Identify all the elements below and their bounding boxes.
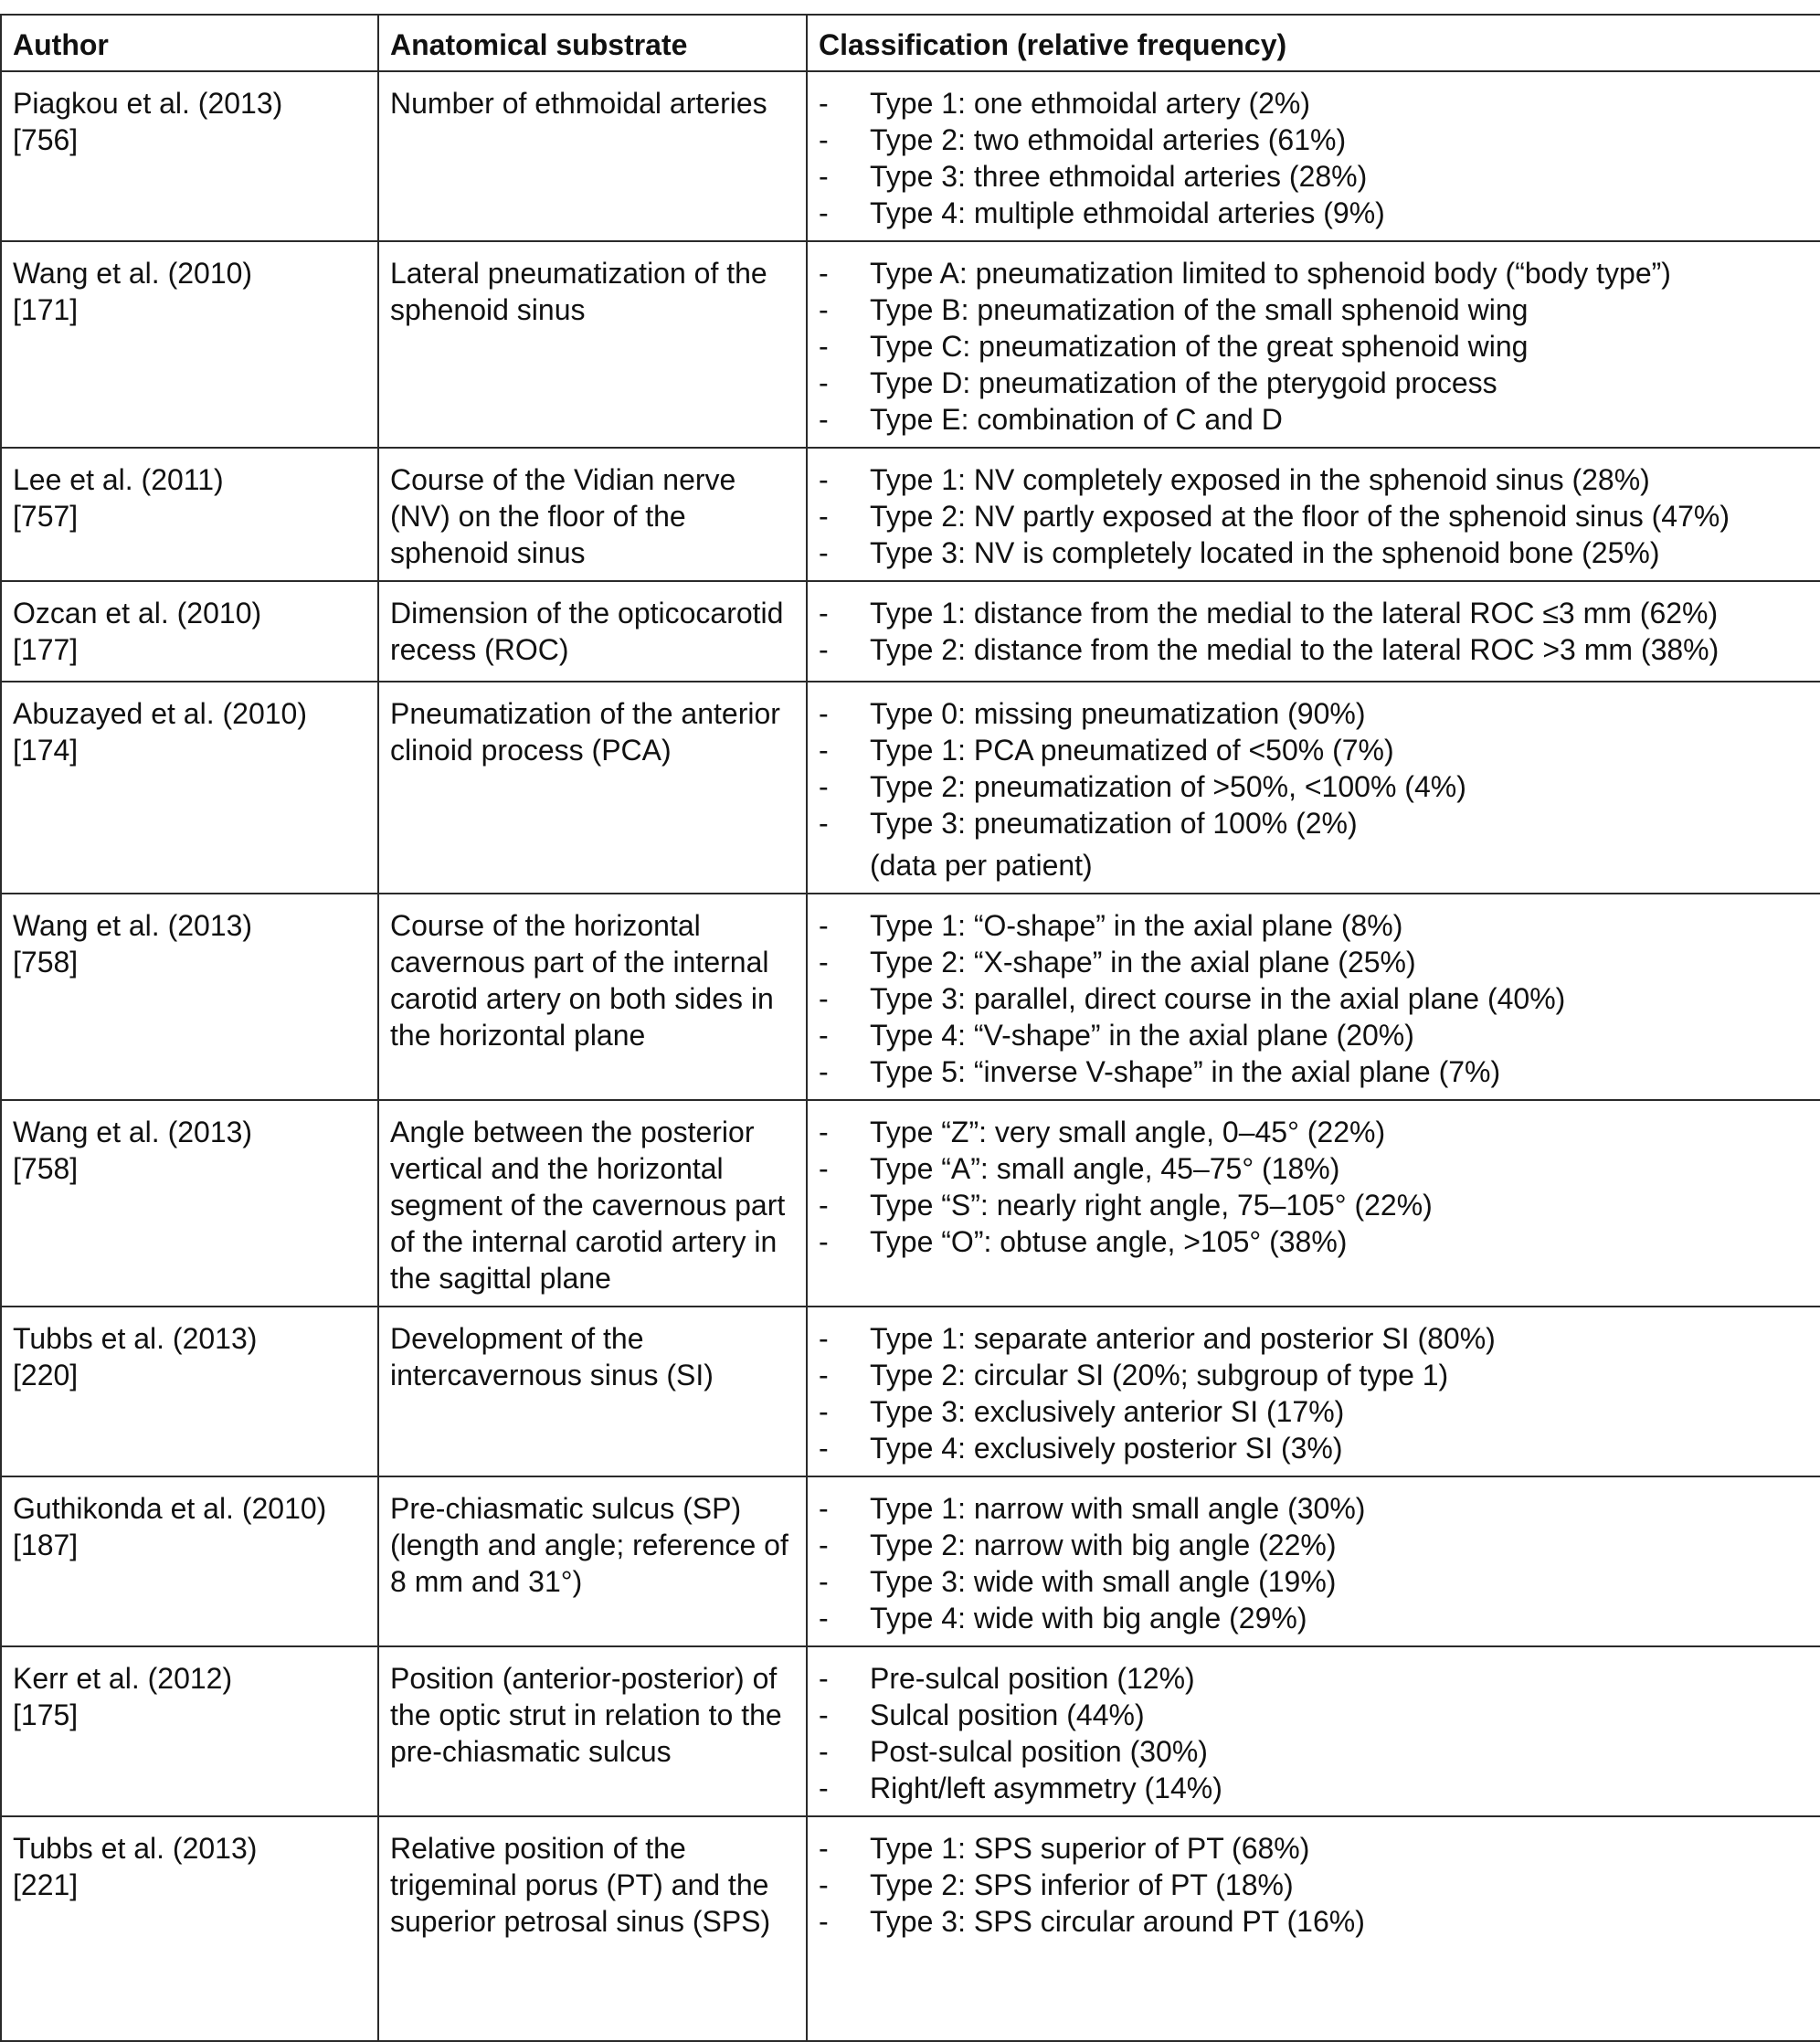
dash-bullet-icon: -	[819, 1905, 829, 1938]
substrate-cell	[378, 241, 807, 448]
classification-cell	[807, 448, 1820, 581]
classification-list	[819, 85, 1820, 231]
dash-bullet-icon: -	[819, 734, 829, 767]
classification-item: - Type “Z”: very small angle, 0–45° (22%)	[819, 1116, 1386, 1148]
classification-item: - Type 2: two ethmoidal arteries (61%)	[819, 123, 1347, 156]
substrate-cell	[378, 682, 807, 894]
dash-bullet-icon: -	[819, 1322, 829, 1355]
classification-item: - Type “O”: obtuse angle, >105° (38%)	[819, 1225, 1348, 1258]
substrate-text: Relative position of the trigeminal porus (PT) and the superior petrosal sinus (SPS)	[390, 1832, 771, 1938]
substrate-cell	[378, 894, 807, 1100]
classification-item: - Type 3: parallel, direct course in the axial plane (40%)	[819, 982, 1566, 1015]
author-name: Wang et al. (2013)	[13, 909, 253, 942]
reference-number: [756]	[13, 123, 79, 156]
dash-bullet-icon: -	[819, 1492, 829, 1525]
classification-item: - Type 4: exclusively posterior SI (3%)	[819, 1432, 1343, 1465]
classification-item: - Type B: pneumatization of the small sphenoid wing	[819, 293, 1529, 326]
table-row	[1, 1646, 1820, 1816]
dash-bullet-icon: -	[819, 1359, 829, 1391]
substrate-cell	[378, 1646, 807, 1816]
classification-table	[0, 14, 1820, 2042]
dash-bullet-icon: -	[819, 1868, 829, 1901]
reference-number: [758]	[13, 946, 79, 979]
table-row	[1, 894, 1820, 1100]
classification-item: - Type 3: NV is completely located in the sphenoid bone (25%)	[819, 536, 1660, 569]
dash-bullet-icon: -	[819, 1602, 829, 1635]
reference-number: [177]	[13, 633, 79, 666]
dash-bullet-icon: -	[819, 909, 829, 942]
table-row	[1, 581, 1820, 682]
dash-bullet-icon: -	[819, 1019, 829, 1052]
substrate-cell	[378, 1816, 807, 2041]
classification-item: - Type “A”: small angle, 45–75° (18%)	[819, 1152, 1340, 1185]
classification-cell	[807, 682, 1820, 894]
reference-number: [758]	[13, 1152, 79, 1185]
dash-bullet-icon: -	[819, 807, 829, 840]
author-name: Lee et al. (2011)	[13, 463, 224, 496]
dash-bullet-icon: -	[819, 293, 829, 326]
classification-list	[819, 907, 1820, 1090]
author-name: Piagkou et al. (2013)	[13, 87, 283, 120]
dash-bullet-icon: -	[819, 1735, 829, 1768]
dash-bullet-icon: -	[819, 403, 829, 436]
classification-item: - Sulcal position (44%)	[819, 1698, 1145, 1731]
dash-bullet-icon: -	[819, 1152, 829, 1185]
table-row	[1, 1100, 1820, 1307]
classification-item: - Right/left asymmetry (14%)	[819, 1772, 1222, 1804]
classification-item: - Type 3: wide with small angle (19%)	[819, 1565, 1337, 1598]
dash-bullet-icon: -	[819, 946, 829, 979]
dash-bullet-icon: -	[819, 257, 829, 290]
dash-bullet-icon: -	[819, 366, 829, 399]
dash-bullet-icon: -	[819, 1662, 829, 1695]
classification-item: - Type 2: distance from the medial to the lateral ROC >3 mm (38%)	[819, 633, 1719, 666]
header-classification: Classification (relative frequency)	[807, 15, 1820, 71]
table-row	[1, 1476, 1820, 1646]
classification-cell	[807, 581, 1820, 682]
substrate-text: Development of the intercavernous sinus (SI)	[390, 1322, 714, 1391]
classification-item: - Type 4: multiple ethmoidal arteries (9%)	[819, 196, 1385, 229]
classification-item: - Type 0: missing pneumatization (90%)	[819, 697, 1366, 730]
dash-bullet-icon: -	[819, 463, 829, 496]
classification-item: - Type 1: NV completely exposed in the sphenoid sinus (28%)	[819, 463, 1650, 496]
author-cell	[1, 682, 378, 894]
classification-list	[819, 461, 1820, 571]
reference-number: [175]	[13, 1698, 79, 1731]
table-row	[1, 682, 1820, 894]
author-cell	[1, 581, 378, 682]
dash-bullet-icon: -	[819, 160, 829, 193]
reference-number: [187]	[13, 1529, 79, 1561]
author-name: Guthikonda et al. (2010)	[13, 1492, 327, 1525]
classification-list	[819, 255, 1820, 438]
classification-list	[819, 695, 1820, 841]
author-name: Ozcan et al. (2010)	[13, 597, 262, 630]
classification-item: - Type C: pneumatization of the great sphenoid wing	[819, 330, 1529, 363]
classification-item: - Post-sulcal position (30%)	[819, 1735, 1208, 1768]
classification-item: - Type 4: wide with big angle (29%)	[819, 1602, 1307, 1635]
classification-list	[819, 1320, 1820, 1466]
author-cell	[1, 1100, 378, 1307]
dash-bullet-icon: -	[819, 1432, 829, 1465]
classification-table-container	[0, 14, 1820, 2042]
dash-bullet-icon: -	[819, 1772, 829, 1804]
dash-bullet-icon: -	[819, 536, 829, 569]
author-name: Wang et al. (2010)	[13, 257, 253, 290]
substrate-text: Lateral pneumatization of the sphenoid sinus	[390, 257, 767, 326]
table-row	[1, 448, 1820, 581]
classification-list	[819, 1660, 1820, 1806]
classification-item: - Type 5: “inverse V-shape” in the axial plane (7%)	[819, 1055, 1501, 1088]
classification-cell	[807, 241, 1820, 448]
substrate-cell	[378, 1100, 807, 1307]
reference-number: [174]	[13, 734, 79, 767]
dash-bullet-icon: -	[819, 1189, 829, 1222]
classification-list	[819, 1830, 1820, 1940]
classification-item: - Type A: pneumatization limited to sphenoid body (“body type”)	[819, 257, 1671, 290]
author-name: Wang et al. (2013)	[13, 1116, 253, 1148]
author-cell	[1, 241, 378, 448]
substrate-text: Dimension of the opticocarotid recess (ROC)	[390, 597, 784, 666]
author-cell	[1, 1646, 378, 1816]
classification-item: - Pre-sulcal position (12%)	[819, 1662, 1195, 1695]
substrate-cell	[378, 1307, 807, 1476]
classification-cell	[807, 1816, 1820, 2041]
dash-bullet-icon: -	[819, 597, 829, 630]
classification-item: - Type 2: pneumatization of >50%, <100% (4%)	[819, 770, 1466, 803]
table-row	[1, 1307, 1820, 1476]
author-cell	[1, 448, 378, 581]
author-cell	[1, 1816, 378, 2041]
substrate-text: Pneumatization of the anterior clinoid process (PCA)	[390, 697, 780, 767]
classification-cell	[807, 894, 1820, 1100]
classification-cell	[807, 1307, 1820, 1476]
substrate-cell	[378, 448, 807, 581]
dash-bullet-icon: -	[819, 1832, 829, 1865]
dash-bullet-icon: -	[819, 1529, 829, 1561]
table-row	[1, 1816, 1820, 2041]
table-row	[1, 71, 1820, 241]
table-body	[1, 71, 1820, 2041]
dash-bullet-icon: -	[819, 1565, 829, 1598]
reference-number: [220]	[13, 1359, 79, 1391]
classification-item: - Type 2: circular SI (20%; subgroup of type 1)	[819, 1359, 1449, 1391]
header-substrate: Anatomical substrate	[378, 15, 807, 71]
classification-item: - Type 3: SPS circular around PT (16%)	[819, 1905, 1365, 1938]
classification-cell	[807, 1100, 1820, 1307]
classification-item: - Type 1: separate anterior and posterior SI (80%)	[819, 1322, 1496, 1355]
author-name: Abuzayed et al. (2010)	[13, 697, 307, 730]
classification-item: - Type E: combination of C and D	[819, 403, 1283, 436]
dash-bullet-icon: -	[819, 982, 829, 1015]
dash-bullet-icon: -	[819, 633, 829, 666]
substrate-text: Angle between the posterior vertical and the horizontal segment of the cavernous part of the internal carotid artery in the sagittal plane	[390, 1116, 786, 1295]
author-name: Kerr et al. (2012)	[13, 1662, 233, 1695]
classification-item: - Type 1: “O-shape” in the axial plane (8%)	[819, 909, 1403, 942]
classification-item: - Type D: pneumatization of the pterygoid process	[819, 366, 1497, 399]
dash-bullet-icon: -	[819, 697, 829, 730]
classification-item: - Type 1: SPS superior of PT (68%)	[819, 1832, 1310, 1865]
table-row	[1, 241, 1820, 448]
dash-bullet-icon: -	[819, 1225, 829, 1258]
classification-item: - Type 2: NV partly exposed at the floor of the sphenoid sinus (47%)	[819, 500, 1730, 533]
classification-list	[819, 1114, 1820, 1260]
dash-bullet-icon: -	[819, 87, 829, 120]
reference-number: [171]	[13, 293, 79, 326]
classification-cell	[807, 1646, 1820, 1816]
classification-list	[819, 1490, 1820, 1636]
classification-item: - Type 2: “X-shape” in the axial plane (25%)	[819, 946, 1416, 979]
author-cell	[1, 1307, 378, 1476]
substrate-text: Pre-chiasmatic sulcus (SP) (length and angle; reference of 8 mm and 31°)	[390, 1492, 788, 1598]
reference-number: [221]	[13, 1868, 79, 1901]
dash-bullet-icon: -	[819, 123, 829, 156]
dash-bullet-icon: -	[819, 330, 829, 363]
classification-cell	[807, 71, 1820, 241]
substrate-cell	[378, 581, 807, 682]
author-cell	[1, 71, 378, 241]
dash-bullet-icon: -	[819, 500, 829, 533]
substrate-text: Course of the horizontal cavernous part of the internal carotid artery on both sides in the horizontal plane	[390, 909, 774, 1052]
reference-number: [757]	[13, 500, 79, 533]
classification-item: - Type “S”: nearly right angle, 75–105° (22%)	[819, 1189, 1433, 1222]
classification-item: - Type 1: distance from the medial to the lateral ROC ≤3 mm (62%)	[819, 597, 1719, 630]
classification-item: - Type 3: exclusively anterior SI (17%)	[819, 1395, 1345, 1428]
classification-item: - Type 1: PCA pneumatized of <50% (7%)	[819, 734, 1394, 767]
substrate-text: Position (anterior-posterior) of the optic strut in relation to the pre-chiasmatic sulcus	[390, 1662, 782, 1768]
classification-item: - Type 3: pneumatization of 100% (2%)	[819, 807, 1358, 840]
dash-bullet-icon: -	[819, 1055, 829, 1088]
classification-item: - Type 4: “V-shape” in the axial plane (20%)	[819, 1019, 1414, 1052]
table-header-row	[1, 15, 1820, 71]
dash-bullet-icon: -	[819, 1116, 829, 1148]
classification-item: - Type 1: narrow with small angle (30%)	[819, 1492, 1366, 1525]
substrate-text: Course of the Vidian nerve (NV) on the floor of the sphenoid sinus	[390, 463, 736, 569]
author-name: Tubbs et al. (2013)	[13, 1832, 258, 1865]
data-note: (data per patient)	[870, 849, 1093, 882]
classification-list	[819, 595, 1820, 668]
dash-bullet-icon: -	[819, 1395, 829, 1428]
substrate-cell	[378, 71, 807, 241]
substrate-cell	[378, 1476, 807, 1646]
header-author: Author	[1, 15, 378, 71]
author-cell	[1, 1476, 378, 1646]
classification-item: - Type 1: one ethmoidal artery (2%)	[819, 87, 1311, 120]
author-cell	[1, 894, 378, 1100]
classification-item: - Type 2: narrow with big angle (22%)	[819, 1529, 1337, 1561]
author-name: Tubbs et al. (2013)	[13, 1322, 258, 1355]
classification-item: - Type 3: three ethmoidal arteries (28%)	[819, 160, 1368, 193]
classification-item: - Type 2: SPS inferior of PT (18%)	[819, 1868, 1294, 1901]
classification-cell	[807, 1476, 1820, 1646]
dash-bullet-icon: -	[819, 1698, 829, 1731]
dash-bullet-icon: -	[819, 770, 829, 803]
dash-bullet-icon: -	[819, 196, 829, 229]
substrate-text: Number of ethmoidal arteries	[390, 87, 767, 120]
